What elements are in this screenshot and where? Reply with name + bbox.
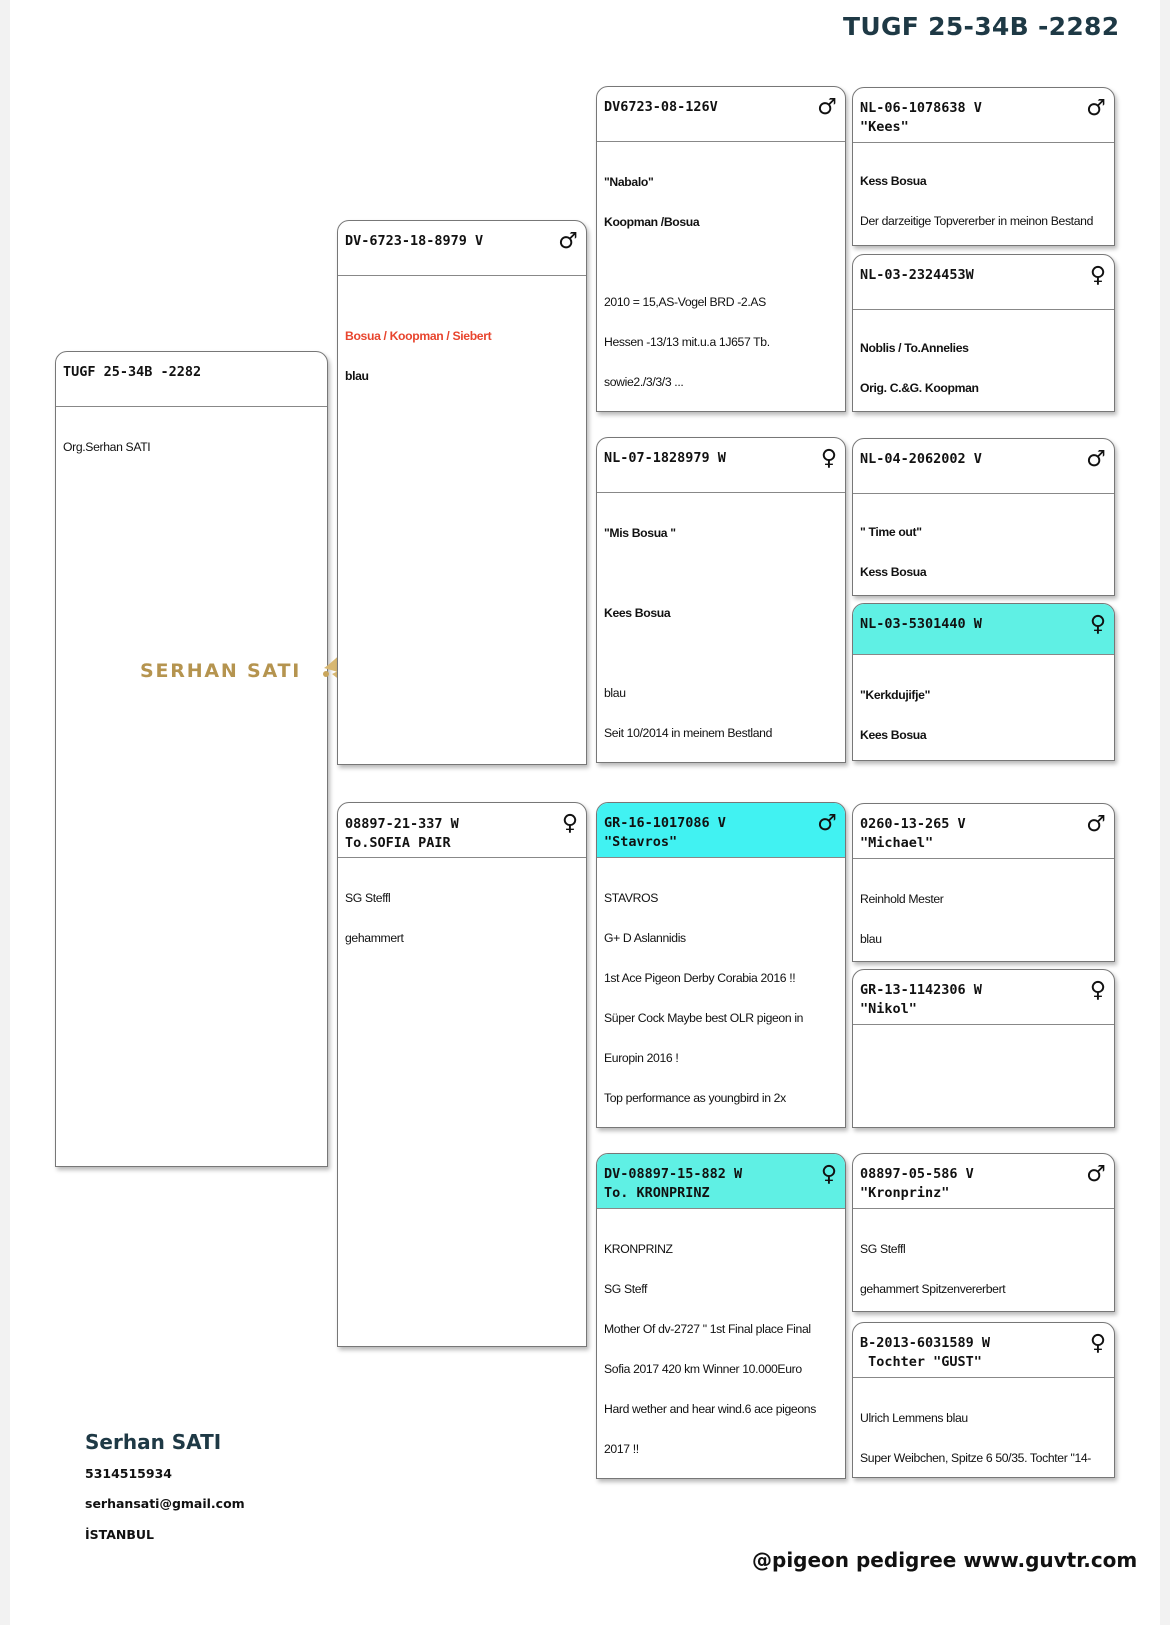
ds-line: G+ D Aslannidis [604, 931, 686, 945]
dss-card-body [853, 859, 1114, 962]
sd-card-header [597, 438, 845, 493]
sss-card [852, 87, 1115, 246]
ds-card-header [597, 803, 845, 858]
ddd-line: Super Weibchen, Spitze 6 50/35. Tochter "14- [860, 1451, 1092, 1465]
contact-city: İSTANBUL [85, 1527, 154, 1542]
ssd-ring: NL-03-2324453W [860, 267, 974, 283]
sd-card-body [597, 493, 845, 763]
footer-text: @pigeon pedigree www.guvtr.com [752, 1548, 1138, 1572]
female-icon: ♀ [561, 811, 578, 836]
subject-card [55, 351, 328, 1167]
sds-card-body [853, 494, 1114, 596]
dd-card-header [597, 1154, 845, 1209]
male-icon: ♂ [817, 811, 837, 836]
sd-bold-line: "Mis Bosua " [604, 526, 676, 540]
sdd-card [852, 603, 1115, 761]
ddd-line: Ulrich Lemmens blau [860, 1411, 968, 1425]
male-icon: ♂ [1086, 96, 1106, 121]
dss-line: blau [860, 932, 882, 946]
sdd-ring: NL-03-5301440 W [860, 616, 982, 632]
dd-line: Mother Of dv-2727 " 1st Final place Final [604, 1322, 811, 1336]
sire-card-header [338, 221, 586, 276]
ss-card-body [597, 142, 845, 412]
dd-ring: DV-08897-15-882 W [604, 1166, 743, 1182]
sss-card-body [853, 143, 1114, 246]
ss-card-header [597, 87, 845, 142]
female-icon: ♀ [1089, 978, 1106, 1003]
dsd-line [860, 1095, 1107, 1115]
dsd-line [860, 1055, 1107, 1075]
dss-card [852, 803, 1115, 962]
subject-card-header [56, 352, 327, 407]
contact-email: serhansati@gmail.com [85, 1496, 245, 1511]
dd-card [596, 1153, 846, 1479]
ss-line: sowie2./3/3/3 ... [604, 375, 684, 389]
ssd-bold-line: Orig. C.&G. Koopman [860, 381, 979, 395]
ss-bold-line: "Nabalo" [604, 175, 654, 189]
subject-line: Org.Serhan SATI [63, 440, 151, 454]
male-icon: ♂ [817, 95, 837, 120]
female-icon: ♀ [820, 1162, 837, 1187]
dam-line: SG Steffl [345, 891, 391, 905]
ss-line [604, 252, 838, 272]
ds-line: 1st Ace Pigeon Derby Corabia 2016 !! [604, 971, 796, 985]
ddd-card-header [853, 1323, 1114, 1378]
sss-bold-line: Kess Bosua [860, 174, 927, 188]
dss-name: "Michael" [860, 835, 934, 851]
dds-ring: 08897-05-586 V [860, 1166, 974, 1182]
sdd-bold-line: Kees Bosua [860, 728, 927, 742]
dam-card [337, 802, 587, 1347]
ds-card [596, 802, 846, 1128]
female-icon: ♀ [1089, 263, 1106, 288]
sire-line: blau [345, 369, 369, 383]
sire-ring: DV-6723-18-8979 V [345, 233, 484, 249]
dd-name: To. KRONPRINZ [604, 1185, 710, 1201]
dd-line: KRONPRINZ [604, 1242, 673, 1256]
ddd-ring: B-2013-6031589 W [860, 1335, 991, 1351]
sss-card-header [853, 88, 1114, 143]
dam-card-body [338, 858, 586, 968]
female-icon: ♀ [820, 446, 837, 471]
sss-name: "Kees" [860, 119, 909, 135]
dd-line: SG Steff [604, 1282, 648, 1296]
dsd-card [852, 969, 1115, 1128]
sds-card-header [853, 439, 1114, 494]
sds-ring: NL-04-2062002 V [860, 451, 982, 467]
dam-name: To.SOFIA PAIR [345, 835, 451, 851]
sire-card-body [338, 276, 586, 406]
sd-line: blau [604, 686, 626, 700]
sd-ring: NL-07-1828979 W [604, 450, 726, 466]
sire-card [337, 220, 587, 765]
male-icon: ♂ [1086, 812, 1106, 837]
ds-line: Süper Cock Maybe best OLR pigeon in [604, 1011, 804, 1025]
sds-bold-line: Kess Bosua [860, 565, 927, 579]
ssd-bold-line: Noblis / To.Annelies [860, 341, 969, 355]
sd-bold-line [604, 563, 838, 583]
dds-name: "Kronprinz" [860, 1185, 950, 1201]
ss-line: Hessen -13/13 mit.u.a 1J657 Tb. [604, 335, 770, 349]
sd-line: Seit 10/2014 in meinem Bestland [604, 726, 773, 740]
ss-ring: DV6723-08-126V [604, 99, 718, 115]
dds-line: SG Steffl [860, 1242, 906, 1256]
contact-name: Serhan SATI [85, 1430, 222, 1454]
ds-card-body [597, 858, 845, 1128]
sss-ring: NL-06-1078638 V [860, 100, 982, 116]
dsd-card-body [853, 1025, 1114, 1128]
ds-name: "Stavros" [604, 834, 678, 850]
ddd-card [852, 1322, 1115, 1478]
subject-ring: TUGF 25-34B -2282 [63, 364, 202, 380]
dd-card-body [597, 1209, 845, 1479]
dd-line: 2017 !! [604, 1442, 639, 1456]
ssd-card-body [853, 310, 1114, 412]
dsd-card-header [853, 970, 1114, 1025]
ds-line: Top performance as youngbird in 2x [604, 1091, 786, 1105]
sdd-card-header [853, 604, 1114, 655]
ssd-card [852, 254, 1115, 412]
dd-line: Hard wether and hear wind.6 ace pigeons [604, 1402, 816, 1416]
female-icon: ♀ [1089, 612, 1106, 637]
dam-line: gehammert [345, 931, 404, 945]
dds-card [852, 1153, 1115, 1312]
male-icon: ♂ [1086, 1162, 1106, 1187]
sdd-bold-line: "Kerkdujifje" [860, 688, 930, 702]
female-icon: ♀ [1089, 1331, 1106, 1356]
dds-line: gehammert Spitzenvererbert [860, 1282, 1006, 1296]
dds-card-body [853, 1209, 1114, 1312]
ss-bold-line: Koopman /Bosua [604, 215, 700, 229]
ss-card [596, 86, 846, 412]
sdd-card-body [853, 655, 1114, 761]
ssd-card-header [853, 255, 1114, 310]
male-icon: ♂ [558, 229, 578, 254]
sd-card [596, 437, 846, 763]
subject-card-body [56, 407, 327, 477]
male-icon: ♂ [1086, 447, 1106, 472]
ds-line: STAVROS [604, 891, 658, 905]
dds-card-header [853, 1154, 1114, 1209]
sds-card [852, 438, 1115, 596]
dsd-name: "Nikol" [860, 1001, 917, 1017]
ddd-name: Tochter "GUST" [860, 1354, 982, 1370]
sire-lineage: Bosua / Koopman / Siebert [345, 329, 492, 343]
dsd-ring: GR-13-1142306 W [860, 982, 982, 998]
dss-line: Reinhold Mester [860, 892, 944, 906]
logo-text-left: SERHAN SATI [140, 660, 302, 682]
dam-card-header [338, 803, 586, 858]
sss-line: Der darzeitige Topvererber in meinon Bestand [860, 214, 1094, 228]
ddd-card-body [853, 1378, 1114, 1478]
dss-card-header [853, 804, 1114, 859]
dd-line: Sofia 2017 420 km Winner 10.000Euro [604, 1362, 802, 1376]
contact-phone: 5314515934 [85, 1466, 172, 1481]
dss-ring: 0260-13-265 V [860, 816, 966, 832]
sd-bold-line: Kees Bosua [604, 606, 671, 620]
ss-line: 2010 = 15,AS-Vogel BRD -2.AS [604, 295, 766, 309]
ds-ring: GR-16-1017086 V [604, 815, 726, 831]
sds-bold-line: " Time out" [860, 525, 922, 539]
sd-line [604, 643, 838, 663]
page-title: TUGF 25-34B -2282 [843, 12, 1120, 41]
dam-ring: 08897-21-337 W [345, 816, 459, 832]
ds-line: Europin 2016 ! [604, 1051, 679, 1065]
